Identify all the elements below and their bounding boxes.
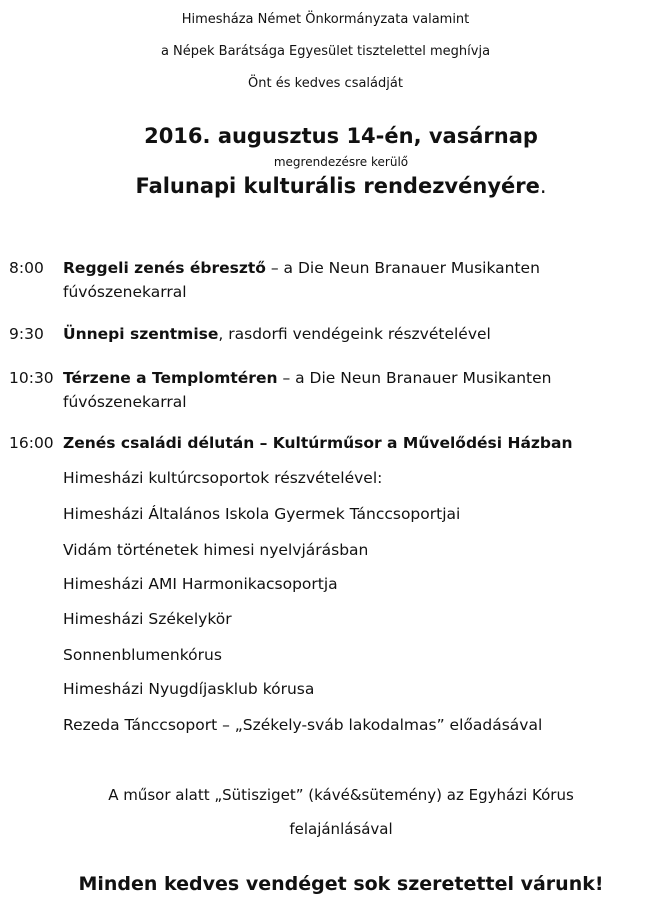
closing-line-1: A műsor alatt „Sütisziget” (kávé&sütemény) az Egyházi Kórus [108,786,574,804]
intro-line-2: a Népek Barátsága Egyesület tisztelettel meghívja [160,44,491,59]
schedule-title: Reggeli zenés ébresztő [63,259,266,277]
schedule-rest: , rasdorfi vendégeink részvételével [218,325,491,343]
schedule-time: 9:30 [9,325,44,343]
program-item: Sonnenblumenkórus [63,646,222,664]
schedule-continuation: fúvószenekarral [63,393,187,411]
date-title: 2016. augusztus 14-én, vasárnap [144,124,538,148]
schedule-continuation: fúvószenekarral [63,283,187,301]
schedule-time: 10:30 [9,369,54,387]
event-title-period: . [539,174,547,198]
event-title [0,174,651,198]
program-item: Himesházi AMI Harmonikacsoportja [63,575,338,593]
schedule-text [63,431,573,455]
intro-line-3: Önt és kedves családját [248,76,403,91]
schedule-rest: – a Die Neun Branauer Musikanten [277,369,552,387]
schedule-title: Zenés családi délután – Kultúrműsor a Művelődési Házban [63,434,573,452]
program-item: Himesházi Általános Iskola Gyermek Tánccsoportjai [63,505,461,523]
final-message: Minden kedves vendéget sok szeretettel várunk! [78,873,604,895]
event-title-text: Falunapi kulturális rendezvényére [135,174,540,198]
intro-line-1: Himesháza Német Önkormányzata valamint [181,12,470,27]
program-item: Vidám történetek himesi nyelvjárásban [63,541,369,559]
closing-line-2: felajánlásával [289,820,393,838]
schedule-title: Ünnepi szentmise [63,325,219,343]
program-item: Himesházi Székelykör [63,610,232,628]
schedule-text [63,322,491,346]
schedule-title: Térzene a Templomtéren [63,369,278,387]
program-item: Rezeda Tánccsoport – „Székely-sváb lakodalmas” előadásával [63,716,543,734]
program-item: Himesházi kultúrcsoportok részvételével: [63,469,383,487]
schedule-text [63,256,540,280]
schedule-rest: – a Die Neun Branauer Musikanten [265,259,540,277]
schedule-time: 8:00 [9,259,44,277]
schedule-time: 16:00 [9,434,54,452]
subline: megrendezésre kerülő [273,155,409,169]
schedule-text [63,366,551,390]
program-item: Himesházi Nyugdíjasklub kórusa [63,680,315,698]
